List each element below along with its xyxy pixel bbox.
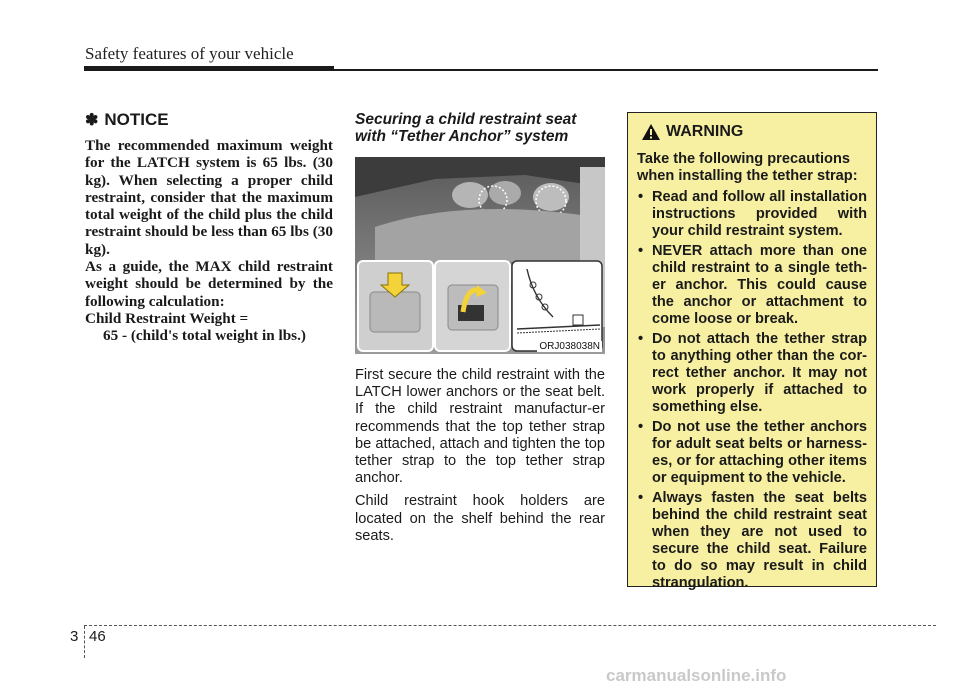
notice-heading-label: NOTICE <box>104 110 169 129</box>
warning-item-text: NEVER attach more than one child restraint to a single teth-er anchor. This could cause the anchor or attachment to come loose or break. <box>652 243 867 327</box>
section-heading: Securing a child restraint seat with “Tether Anchor” system <box>355 111 577 145</box>
tether-anchor-figure <box>355 157 605 354</box>
notice-body <box>85 137 333 345</box>
chapter-number: 3 <box>70 628 79 645</box>
bullet-icon: • <box>638 490 644 506</box>
warning-item <box>637 243 867 328</box>
bullet-icon: • <box>638 189 644 205</box>
warning-item <box>637 490 867 592</box>
warning-box <box>627 112 877 591</box>
notice-paragraph: The recommended maximum weight for the LATCH system is 65 lbs. (30 kg). When selecting a proper child restraint, consider that the maximum total weight of the child plus the child restraint should be less than 65 lbs (30 kg). <box>85 137 333 258</box>
bullet-icon: • <box>638 243 644 259</box>
warning-list <box>637 189 867 592</box>
notice-formula-value: 65 - (child's total weight in lbs.) <box>103 327 306 345</box>
warning-item-text: Always fasten the seat belts behind the child restraint seat when they are not used to secure the child seat. Failure to do so may result in child strangulation. <box>652 490 867 591</box>
page-number: 46 <box>89 628 106 645</box>
header-rule <box>84 66 334 71</box>
tether-anchor-illustration <box>355 157 605 354</box>
watermark: carmanualsonline.info <box>606 666 787 685</box>
warning-intro: Take the following precautions when installing the tether strap: <box>637 151 858 184</box>
section-paragraph: Child restraint hook holders are located on the shelf behind the rear seats. <box>355 493 605 544</box>
warning-title <box>641 123 867 141</box>
footer-rule <box>84 625 936 626</box>
warning-item-text: Do not attach the tether strap to anything other than the cor-rect tether anchor. It may not work properly if attached to something else. <box>652 331 867 415</box>
section-paragraph: First secure the child restraint with the LATCH lower anchors or the seat belt. If the child restraint manufactur-er recommends that the top tether strap be attached, attach and tighten the top tether strap to the top tether strap anchor. <box>355 367 605 487</box>
section-body <box>355 367 605 551</box>
notice-formula-label: Child Restraint Weight = <box>85 309 249 327</box>
notice-paragraph: As a guide, the MAX child restraint weight should be determined by the following calculation: <box>85 258 333 310</box>
warning-item <box>637 419 867 487</box>
bullet-icon: • <box>638 419 644 435</box>
footer-divider <box>84 626 85 658</box>
page-header-title: Safety features of your vehicle <box>85 44 294 63</box>
warning-title-label: WARNING <box>666 123 744 140</box>
bullet-icon: • <box>638 331 644 347</box>
warning-item <box>637 331 867 416</box>
notice-star-icon: ✽ <box>85 112 99 129</box>
figure-code: ORJ038038N <box>539 341 600 352</box>
header-rule-thin <box>334 69 878 71</box>
notice-heading <box>85 110 169 130</box>
warning-item-text: Read and follow all installation instructions provided with your child restraint system. <box>652 189 867 239</box>
warning-triangle-icon <box>641 123 661 141</box>
warning-item <box>637 189 867 240</box>
warning-item-text: Do not use the tether anchors for adult seat belts or harness-es, or for attaching other items or equipment to the vehicle. <box>652 419 867 486</box>
